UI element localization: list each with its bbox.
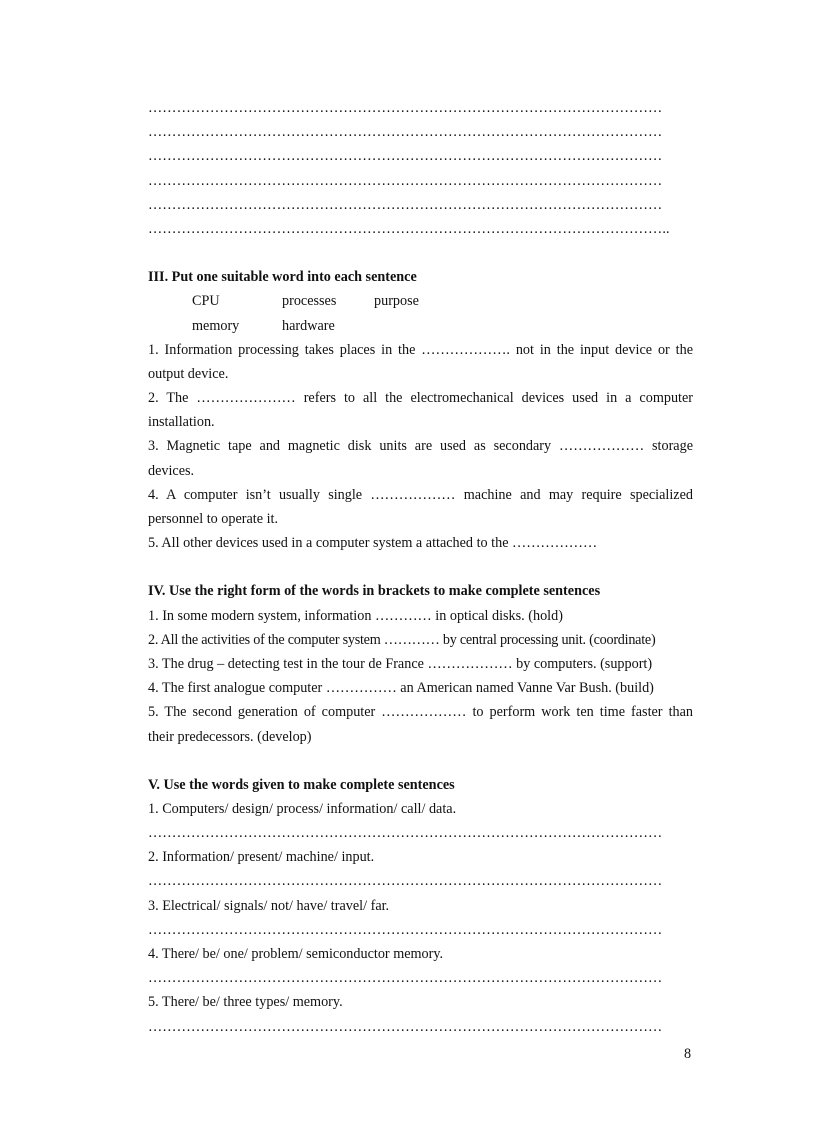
section-3: [148, 265, 693, 555]
answer-line: ………………………………………………………………………………………………: [148, 970, 663, 987]
answer-line: ………………………………………………………………………………………………: [148, 148, 663, 165]
answer-lines-top: [148, 96, 693, 241]
section-4: [148, 579, 693, 748]
exercise-prompt: 5. There/ be/ three types/ memory.: [148, 994, 343, 1011]
word-bank-item: memory: [192, 317, 240, 334]
section-4-title: IV. Use the right form of the words in brackets to make complete sentences: [148, 583, 601, 600]
answer-line: ………………………………………………………………………………………………: [148, 1018, 663, 1035]
worksheet-page: [148, 96, 693, 1039]
exercise-prompt: 4. There/ be/ one/ problem/ semiconductor memory.: [148, 946, 444, 962]
word-bank-row-2: [148, 314, 693, 338]
exercise-prompt: 1. Computers/ design/ process/ information/ call/ data.: [148, 800, 457, 817]
exercise-item-line: devices.: [148, 462, 195, 479]
exercise-item-line: 1. In some modern system, information ………… in optical disks. (hold): [148, 607, 563, 624]
answer-line: ………………………………………………………………………………………………: [148, 172, 663, 189]
word-bank-item: hardware: [282, 317, 335, 334]
exercise-item-line: personnel to operate it.: [148, 511, 279, 527]
exercise-item-line: 2. All the activities of the computer system ………… by central processing unit. (coordinate): [148, 631, 656, 648]
section-5-title: V. Use the words given to make complete sentences: [148, 776, 455, 793]
exercise-item-line: output device.: [148, 365, 229, 382]
word-bank-item: purpose: [374, 293, 419, 310]
exercise-item-line: 3. The drug – detecting test in the tour de France ……………… by computers. (support): [148, 655, 653, 672]
exercise-item-line: 3. Magnetic tape and magnetic disk units are used as secondary ……………… storage: [148, 438, 693, 455]
answer-line: ………………………………………………………………………………………………..: [148, 220, 670, 237]
exercise-item-line: 2. The ………………… refers to all the electromechanical devices used in a computer: [148, 390, 693, 407]
section-3-title: III. Put one suitable word into each sentence: [148, 269, 417, 286]
exercise-item-line: 5. All other devices used in a computer system a attached to the ………………: [148, 535, 598, 552]
answer-line: ………………………………………………………………………………………………: [148, 100, 663, 116]
answer-line: ………………………………………………………………………………………………: [148, 124, 663, 141]
exercise-item-line: 1. Information processing takes places in the ………………. not in the input device or the: [148, 341, 693, 358]
answer-line: ………………………………………………………………………………………………: [148, 921, 663, 938]
section-5: [148, 773, 693, 1039]
answer-line: ………………………………………………………………………………………………: [148, 196, 663, 213]
exercise-item-line: 4. The first analogue computer …………… an American named Vanne Var Bush. (build): [148, 680, 654, 697]
exercise-prompt: 3. Electrical/ signals/ not/ have/ travel/ far.: [148, 897, 390, 914]
word-bank-item: CPU: [192, 293, 220, 310]
answer-line: ………………………………………………………………………………………………: [148, 825, 663, 842]
exercise-item-line: installation.: [148, 414, 215, 431]
word-bank-row-1: [148, 289, 693, 313]
answer-line: ………………………………………………………………………………………………: [148, 873, 663, 890]
exercise-prompt: 2. Information/ present/ machine/ input.: [148, 849, 375, 866]
exercise-item-line: their predecessors. (develop): [148, 728, 312, 745]
exercise-item-line: 5. The second generation of computer ……………… to perform work ten time faster than: [148, 704, 693, 721]
exercise-item-line: 4. A computer isn’t usually single ……………… machine and may require specialized: [148, 486, 693, 503]
word-bank-item: processes: [282, 293, 337, 310]
page-number: 8: [684, 1046, 692, 1062]
